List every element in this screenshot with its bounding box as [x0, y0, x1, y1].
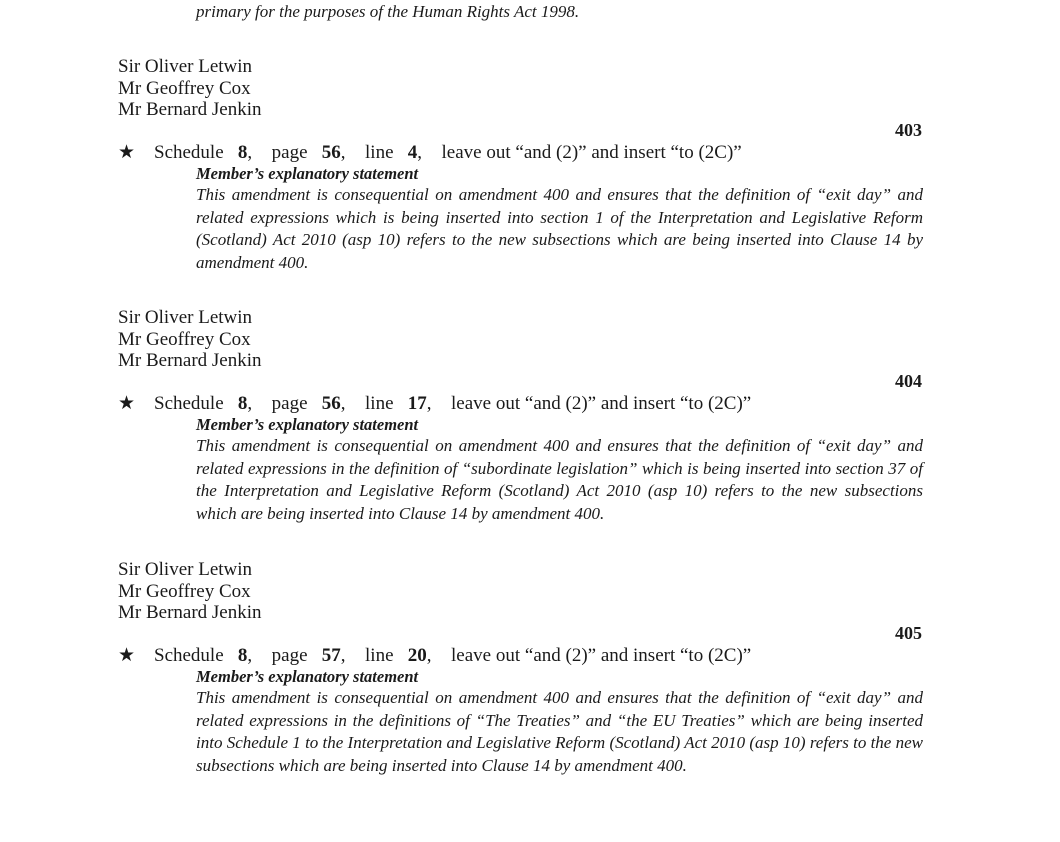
sponsor-list	[118, 559, 262, 624]
sponsor-name: Mr Geoffrey Cox	[118, 580, 251, 602]
line-value: 17	[407, 393, 427, 414]
amendment-number: 405	[895, 623, 922, 643]
schedule-value: 8	[237, 142, 248, 163]
sponsor-name: Mr Geoffrey Cox	[118, 328, 251, 350]
page-ref: page 56,	[271, 142, 346, 163]
amendment-block	[0, 56, 1060, 286]
sponsor-name: Mr Bernard Jenkin	[118, 99, 262, 120]
amendment-line	[118, 393, 751, 415]
explanatory-statement: This amendment is consequential on amendment 400 and ensures that the definition of “exit day” and related expressions in the definition of “subordinate legislation” which is being inserted into section 37 of the Interpretation and Legislative Reform (Scotland) Act 2010 (asp 10) refers to the new subsections which are being inserted into Clause 14 by amendment 400.	[196, 436, 923, 523]
amendment-block	[0, 307, 1060, 537]
sponsor-name: Mr Geoffrey Cox	[118, 77, 251, 99]
page-value: 57	[321, 645, 341, 666]
line-ref: line 17,	[365, 393, 432, 414]
statement-heading: Member’s explanatory statement	[196, 164, 419, 183]
continued-text-line: primary for the purposes of the Human Rights Act 1998.	[196, 2, 580, 21]
line-value: 20	[407, 645, 427, 666]
line-label: line	[365, 393, 394, 414]
schedule-value: 8	[237, 645, 248, 666]
line-ref: line 20,	[365, 645, 432, 666]
schedule-ref: Schedule 8,	[154, 393, 253, 414]
schedule-ref: Schedule 8,	[154, 645, 253, 666]
amendment-instruction: leave out “and (2)” and insert “to (2C)”	[451, 645, 752, 666]
explanatory-statement: This amendment is consequential on amendment 400 and ensures that the definition of “exit day” and related expressions in the definitions of “The Treaties” and “the EU Treaties” which are being inserted into Schedule 1 to the Interpretation and Legislative Reform (Scotland) Act 2010 (asp 10) refers to the new subsections which are being inserted into Clause 14 by amendment 400.	[196, 688, 923, 775]
sponsor-name: Mr Bernard Jenkin	[118, 350, 262, 371]
statement-heading: Member’s explanatory statement	[196, 415, 419, 434]
page-label: page	[271, 142, 308, 163]
amendment-block	[0, 559, 1060, 789]
star-icon: ★	[118, 393, 136, 414]
sponsor-name: Sir Oliver Letwin	[118, 559, 253, 580]
schedule-label: Schedule	[154, 645, 224, 666]
page-value: 56	[321, 142, 341, 163]
star-icon: ★	[118, 142, 136, 163]
schedule-label: Schedule	[154, 393, 224, 414]
amendment-number: 403	[895, 120, 922, 140]
amendment-line	[118, 645, 751, 667]
line-ref: line 4,	[365, 142, 423, 163]
sponsor-name: Sir Oliver Letwin	[118, 307, 253, 328]
amendment-number: 404	[895, 371, 922, 391]
schedule-ref: Schedule 8,	[154, 142, 253, 163]
star-icon: ★	[118, 645, 136, 666]
explanatory-statement: This amendment is consequential on amendment 400 and ensures that the definition of “exit day” and related expressions which is being inserted into section 1 of the Interpretation and Legislative Reform (Scotland) Act 2010 (asp 10) refers to the new subsections which are being inserted into Clause 14 by amendment 400.	[196, 185, 923, 272]
page-ref: page 57,	[271, 645, 346, 666]
sponsor-list	[118, 307, 262, 372]
page-label: page	[271, 645, 308, 666]
sponsor-list	[118, 56, 262, 121]
line-value: 4	[407, 142, 418, 163]
line-label: line	[365, 142, 394, 163]
amendment-instruction: leave out “and (2)” and insert “to (2C)”	[441, 142, 742, 163]
sponsor-name: Sir Oliver Letwin	[118, 56, 253, 77]
statement-heading: Member’s explanatory statement	[196, 667, 419, 686]
amendment-instruction: leave out “and (2)” and insert “to (2C)”	[451, 393, 752, 414]
page-ref: page 56,	[271, 393, 346, 414]
sponsor-name: Mr Bernard Jenkin	[118, 602, 262, 623]
line-label: line	[365, 645, 394, 666]
page-label: page	[271, 393, 308, 414]
schedule-value: 8	[237, 393, 248, 414]
amendment-line	[118, 142, 742, 164]
schedule-label: Schedule	[154, 142, 224, 163]
page-value: 56	[321, 393, 341, 414]
